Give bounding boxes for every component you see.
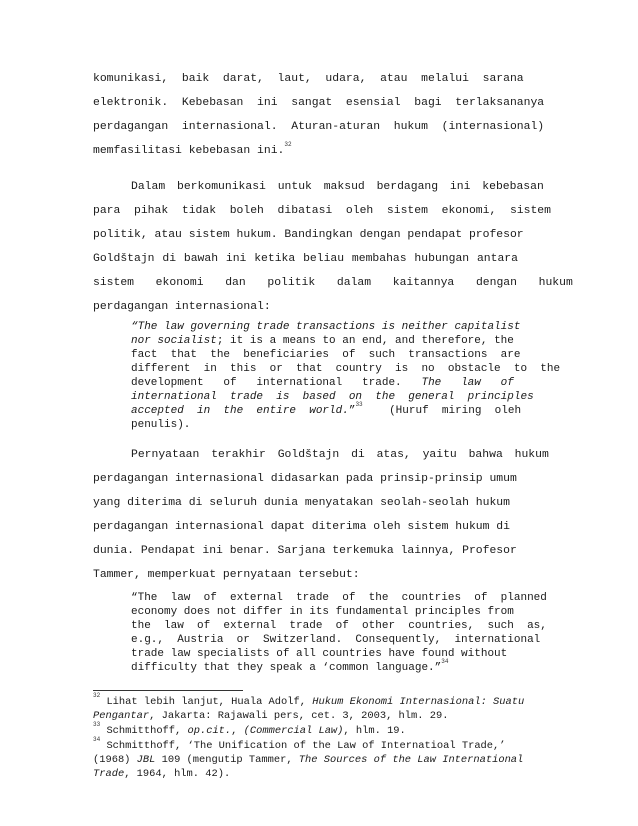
paragraph-1-line-1: komunikasi, baik darat, laut, udara, atau melalui sarana — [93, 73, 524, 85]
quote-2-line-3: the law of external trade of other countries, such as, — [131, 620, 547, 632]
quote-1-line-6: international trade is based on the general principles — [131, 391, 534, 403]
paragraph-2-line-6: perdagangan internasional: — [93, 301, 271, 313]
quote-2-line-5: trade law specialists of all countries have found without — [131, 648, 508, 660]
footnote-34-line-3: Trade , 1964, hlm. 42). — [93, 768, 231, 780]
footnote-ref-33: 33 — [355, 401, 363, 408]
footnote-32-line-1: 32 Lihat lebih lanjut, Huala Adolf, Hukum Ekonomi Internasional: Suatu — [93, 692, 525, 708]
quote-2-line-6: difficulty that they speak a ‘common language.” 34 — [131, 658, 449, 674]
paragraph-1-line-3: perdagangan internasional. Aturan-aturan hukum (internasional) — [93, 121, 545, 133]
quote-2-line-4: e.g., Austria or Switzerland. Consequently, international — [131, 634, 541, 646]
quote-2-line-2: economy does not differ in its fundamental principles from — [131, 606, 514, 618]
footnote-32-line-2: Pengantar , Jakarta: Rajawali pers, cet. 3, 2003, hlm. 29. — [93, 710, 449, 722]
quote-1-line-7: accepted in the entire world. ” 33 (Huruf miring oleh — [131, 401, 522, 417]
quote-2-line-1: “The law of external trade of the countries of planned — [131, 592, 547, 604]
footnote-divider — [93, 690, 243, 691]
footnote-ref-32: 32 — [284, 141, 292, 148]
paragraph-2-line-5: sistem ekonomi dan politik dalam kaitannya dengan hukum — [93, 277, 573, 289]
paragraph-1-line-2: elektronik. Kebebasan ini sangat esensial bagi terlaksananya — [93, 97, 545, 109]
footnote-33: 33 Schmitthoff, op.cit. , (Commercial Law) , hlm. 19. — [93, 721, 406, 737]
footnote-34-line-1: 34 Schmitthoff, ‘The Unification of the Law of Internatioal Trade,’ — [93, 736, 506, 752]
paragraph-1-line-4: memfasilitasi kebebasan ini. 32 — [93, 141, 292, 157]
paragraph-3-line-4: perdagangan internasional dapat diterima oleh sistem hukum di — [93, 521, 510, 533]
paragraph-3-line-5: dunia. Pendapat ini benar. Sarjana terkemuka lainnya, Profesor — [93, 545, 517, 557]
paragraph-3-line-2: perdagangan internasional didasarkan pada prinsip-prinsip umum — [93, 473, 517, 485]
quote-1-line-3: fact that the beneficiaries of such transactions are — [131, 349, 521, 361]
quote-1-line-8: penulis). — [131, 419, 191, 431]
footnote-34-line-2: (1968) JBL 109 (mengutip Tammer, The Sources of the Law International — [93, 754, 524, 766]
paragraph-2-line-4: Goldštajn di bawah ini ketika beliau membahas hubungan antara — [93, 253, 518, 265]
paragraph-3-line-6: Tammer, memperkuat pernyataan tersebut: — [93, 569, 360, 581]
quote-1-line-1: “The law governing trade transactions is neither capitalist — [131, 321, 521, 333]
quote-1-line-2: nor socialist ; it is a means to an end, and therefore, the — [131, 335, 514, 347]
paragraph-3-line-1: Pernyataan terakhir Goldštajn di atas, yaitu bahwa hukum — [131, 449, 549, 461]
footnote-ref-34: 34 — [441, 658, 449, 665]
paragraph-2-line-2: para pihak tidak boleh dibatasi oleh sistem ekonomi, sistem — [93, 205, 551, 217]
quote-1-line-4: different in this or that country is no obstacle to the — [131, 363, 561, 375]
paragraph-2-line-1: Dalam berkomunikasi untuk maksud berdagang ini kebebasan — [131, 181, 544, 193]
paragraph-2-line-3: politik, atau sistem hukum. Bandingkan dengan pendapat profesor — [93, 229, 524, 241]
paragraph-3-line-3: yang diterima di seluruh dunia menyatakan seolah-seolah hukum — [93, 497, 510, 509]
quote-1-line-5: development of international trade. The law of — [131, 377, 514, 389]
